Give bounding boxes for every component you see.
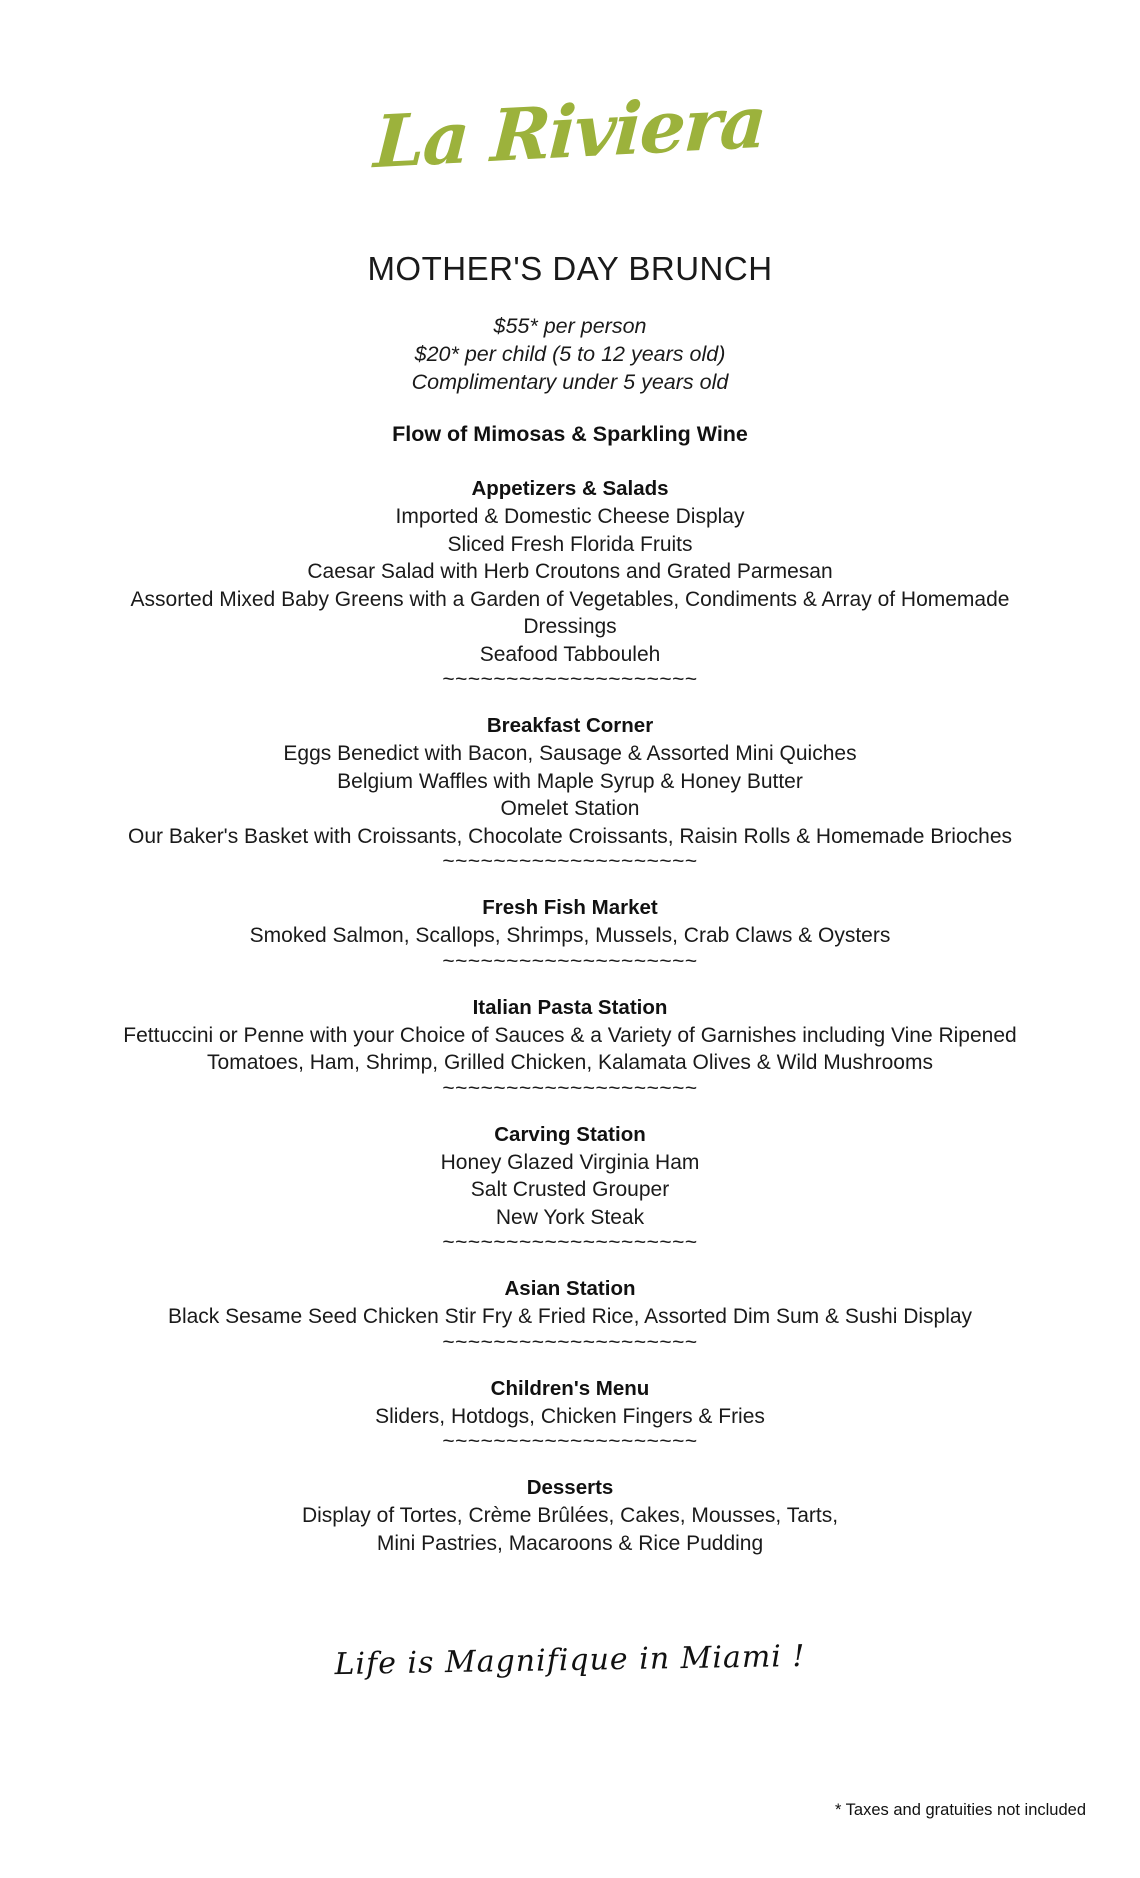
section-divider: ~~~~~~~~~~~~~~~~~~~~ [442, 1432, 698, 1453]
section-title: Carving Station [494, 1122, 646, 1146]
menu-section [0, 896, 1140, 974]
menu-section [0, 477, 1140, 692]
menu-section [0, 1377, 1140, 1455]
menu-item: Seafood Tabbouleh [479, 642, 661, 666]
menu-section [0, 714, 1140, 874]
section-divider: ~~~~~~~~~~~~~~~~~~~~ [442, 951, 698, 973]
pricing-adult: $55* per person [493, 314, 647, 338]
section-title: Desserts [526, 1476, 614, 1499]
menu-item: Sliced Fresh Florida Fruits [447, 532, 693, 556]
menu-item: Black Sesame Seed Chicken Stir Fry & Fried Rice, Assorted Dim Sum & Sushi Display [167, 1305, 973, 1328]
section-items [0, 503, 1140, 668]
section-title: Breakfast Corner [486, 714, 654, 737]
menu-item: Display of Tortes, Crème Brûlées, Cakes, Mousses, Tarts, [301, 1504, 839, 1527]
menu-item: Sliders, Hotdogs, Chicken Fingers & Fries [375, 1404, 765, 1428]
section-items [0, 1022, 1140, 1077]
menu-item: Caesar Salad with Herb Croutons and Grated Parmesan [307, 560, 833, 583]
menu-item: Imported & Domestic Cheese Display [395, 505, 745, 528]
section-divider: ~~~~~~~~~~~~~~~~~~~~ [442, 852, 698, 873]
menu-item: Honey Glazed Virginia Ham [440, 1150, 700, 1174]
section-title: Children's Menu [490, 1376, 650, 1400]
beverage-note: Flow of Mimosas & Sparkling Wine [392, 422, 748, 446]
section-items [0, 1502, 1140, 1557]
footer-tagline: Life is Magnifique in Miami ! [334, 1638, 806, 1683]
page-title: MOTHER'S DAY BRUNCH [367, 250, 773, 287]
section-divider: ~~~~~~~~~~~~~~~~~~~~ [442, 1332, 698, 1354]
pricing-block [0, 312, 1140, 396]
section-divider: ~~~~~~~~~~~~~~~~~~~~ [442, 1078, 698, 1100]
pricing-child: $20* per child (5 to 12 years old) [414, 342, 726, 366]
section-items [0, 740, 1140, 850]
section-items [0, 1303, 1140, 1331]
menu-section [0, 1277, 1140, 1355]
menu-section [0, 996, 1140, 1101]
menu-sections [0, 477, 1140, 1557]
section-divider: ~~~~~~~~~~~~~~~~~~~~ [442, 670, 698, 691]
menu-item: Smoked Salmon, Scallops, Shrimps, Mussels, Crab Claws & Oysters [249, 924, 891, 947]
menu-item: Our Baker's Basket with Croissants, Chocolate Croissants, Raisin Rolls & Homemade Brioches [127, 824, 1012, 848]
section-title: Fresh Fish Market [482, 896, 658, 919]
section-items [0, 922, 1140, 950]
menu-item: Eggs Benedict with Bacon, Sausage & Assorted Mini Quiches [283, 742, 857, 765]
section-items [0, 1149, 1140, 1232]
menu-item: Assorted Mixed Baby Greens with a Garden of Vegetables, Condiments & Array of Homemade Dressings [130, 587, 1010, 638]
pricing-infant: Complimentary under 5 years old [411, 370, 729, 394]
menu-item: Salt Crusted Grouper [470, 1178, 670, 1201]
menu-item: Fettuccini or Penne with your Choice of Sauces & a Variety of Garnishes including Vine Ripened Tomatoes, Ham, Shrimp, Grilled Chicken, Kalamata Olives & Wild Mushrooms [123, 1023, 1017, 1074]
menu-section [0, 1476, 1140, 1557]
section-title: Asian Station [504, 1277, 636, 1300]
section-title: Appetizers & Salads [471, 477, 669, 500]
fine-print: * Taxes and gratuities not included [834, 1801, 1086, 1819]
menu-item: Mini Pastries, Macaroons & Rice Pudding [376, 1531, 764, 1555]
menu-section [0, 1123, 1140, 1256]
section-items [0, 1403, 1140, 1431]
section-title: Italian Pasta Station [472, 995, 668, 1019]
brand-logo-text: La Riviera [372, 78, 768, 185]
section-divider: ~~~~~~~~~~~~~~~~~~~~ [442, 1233, 698, 1254]
menu-item: Belgium Waffles with Maple Syrup & Honey Butter [337, 769, 803, 793]
menu-item: New York Steak [495, 1205, 645, 1229]
menu-item: Omelet Station [500, 797, 640, 820]
brand-logo [0, 0, 1140, 206]
